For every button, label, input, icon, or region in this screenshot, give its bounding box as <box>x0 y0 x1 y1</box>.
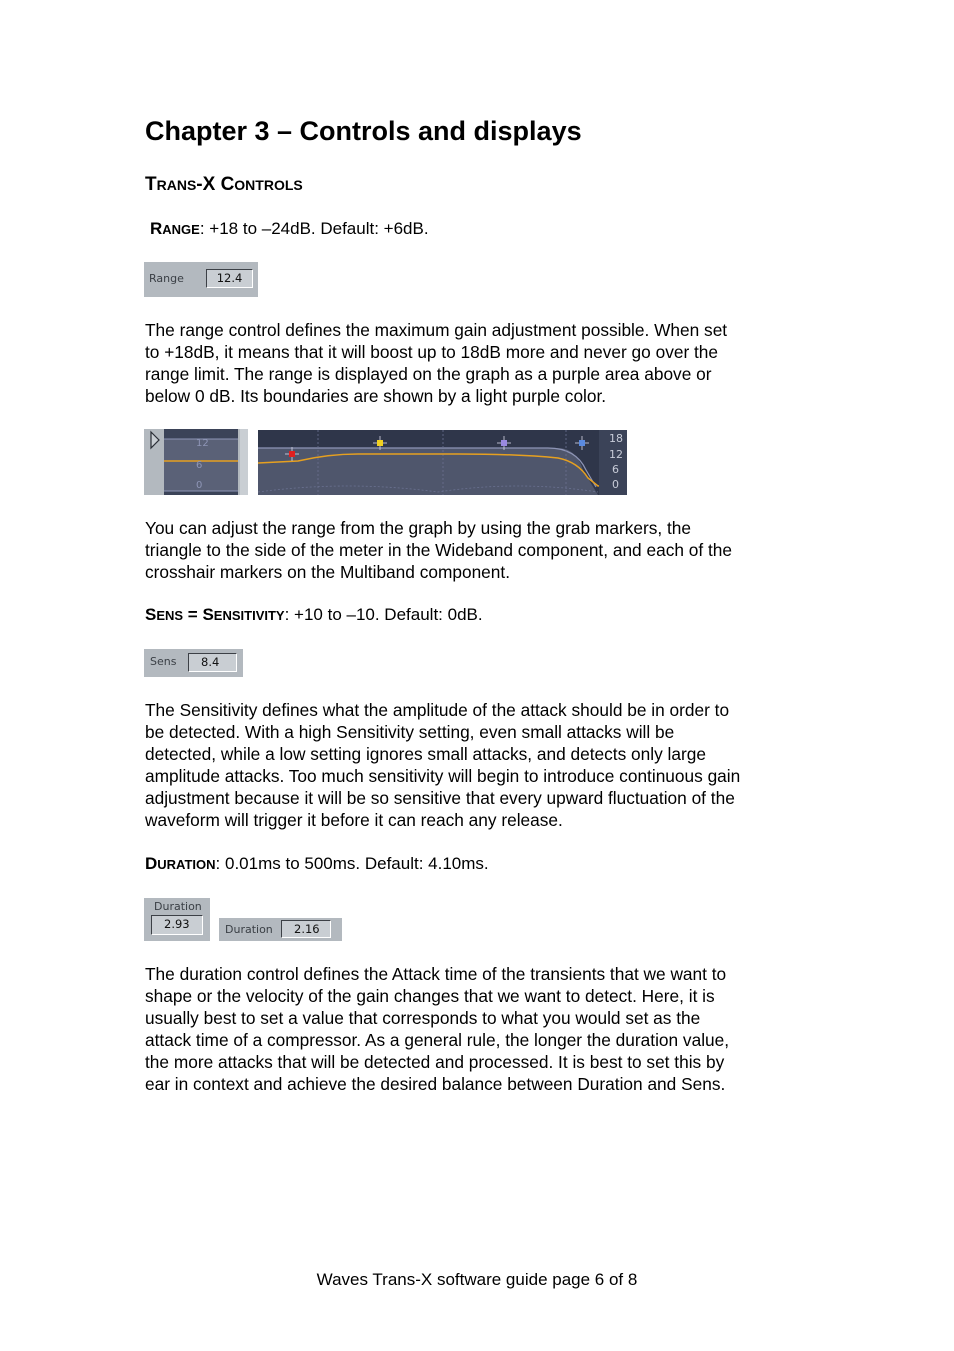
graph-tick: 6 <box>612 463 619 476</box>
range-value-field[interactable]: 12.4 <box>206 269 253 288</box>
range-control-label: Range <box>149 272 184 285</box>
multiband-graph <box>258 430 627 495</box>
range-description: The range control defines the maximum gain adjustment possible. When set to +18dB, it means that it will boost up to 18dB more and never go over the range limit. The range is displayed on the graph as a purple area above or below 0 dB. Its boundaries are shown by a light purple color. <box>145 320 728 406</box>
graph-tick: 12 <box>609 448 623 461</box>
sens-spec: SENS = SENSITIVITY: +10 to –10. Default: 0dB. <box>145 605 483 624</box>
meter-tick: 0 <box>196 480 203 491</box>
sens-value-field[interactable]: 8.4 <box>188 653 237 672</box>
duration-value-field[interactable]: 2.93 <box>151 915 203 935</box>
duration-control-label: Duration <box>154 900 202 913</box>
wideband-meter <box>144 429 248 495</box>
meter-tick: 12 <box>196 438 209 449</box>
duration-value-field[interactable]: 2.16 <box>281 920 331 938</box>
sens-control-label: Sens <box>150 655 177 668</box>
duration-spec: DURATION: 0.01ms to 500ms. Default: 4.10ms. <box>145 854 489 873</box>
graph-tick: 0 <box>612 478 619 491</box>
graph-tick: 18 <box>609 432 623 445</box>
duration-control-label: Duration <box>225 923 273 936</box>
section-heading: TRANS-X CONTROLS <box>145 174 303 195</box>
range-spec: RANGE: +18 to –24dB. Default: +6dB. <box>150 219 429 238</box>
duration-control-horizontal[interactable] <box>219 918 342 941</box>
sens-description: The Sensitivity defines what the amplitude of the attack should be in order to be detected. With a high Sensitivity setting, even small attacks will be detected, while a low setting ignores small attacks, and detects only large amplitude attacks. Too much sensitivity will begin to introduce continuous gain adjustment because it will be so sensitive that every upward fluctuation of the waveform will trigger it before it can reach any release. <box>145 700 741 830</box>
chapter-title: Chapter 3 – Controls and displays <box>145 116 582 146</box>
meter-tick: 6 <box>196 460 203 471</box>
duration-description: The duration control defines the Attack time of the transients that we want to shape or the velocity of the gain changes that we want to detect. Here, it is usually best to set a value that corresponds to what you would set as the attack time of a compressor. As a general rule, the longer the duration value, the more attacks that will be detected and processed. It is best to set this by ear in context and achieve the desired balance between Duration and Sens. <box>145 964 730 1094</box>
duration-control-vertical[interactable] <box>144 898 210 941</box>
sens-control[interactable] <box>144 649 243 677</box>
range-control[interactable] <box>144 262 258 297</box>
range-adjust-description: You can adjust the range from the graph by using the grab markers, the triangle to the side of the meter in the Wideband component, and each of the crosshair markers on the Multiband component. <box>145 518 732 582</box>
page-footer: Waves Trans-X software guide page 6 of 8 <box>316 1270 638 1289</box>
